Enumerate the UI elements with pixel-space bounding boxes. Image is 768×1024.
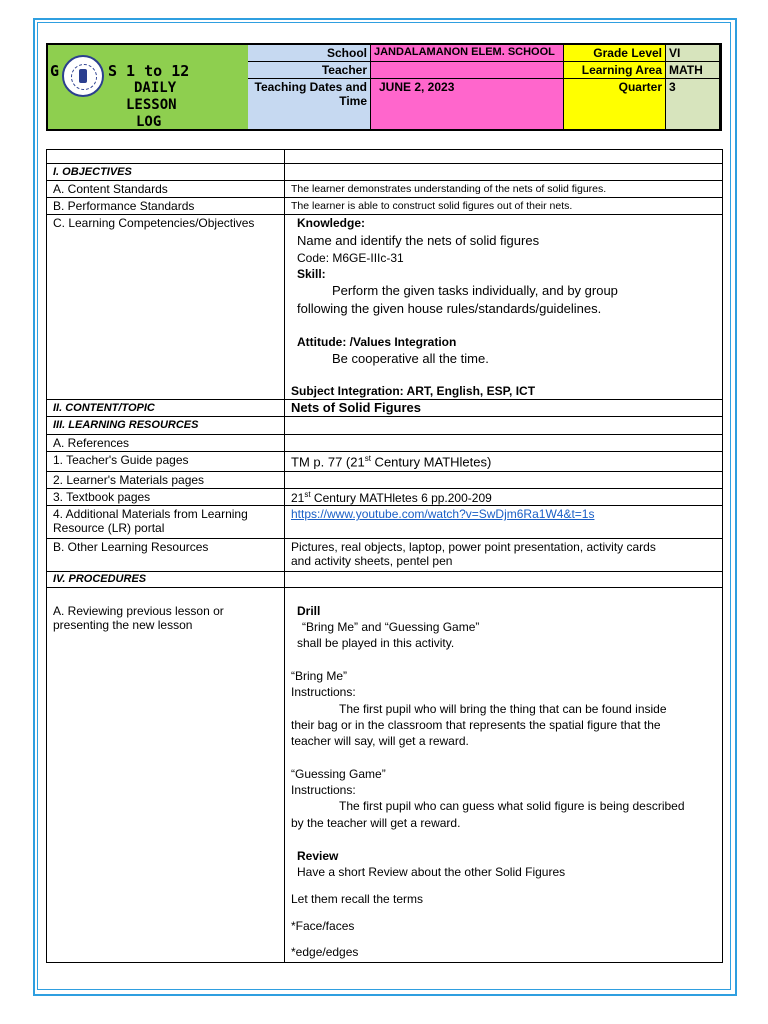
guessing-game-instructions-label: Instructions: bbox=[291, 783, 356, 797]
table-row-procedures-heading bbox=[47, 572, 722, 588]
content-topic: Nets of Solid Figures bbox=[291, 400, 422, 415]
teacher-label: Teacher bbox=[248, 62, 371, 79]
bring-me-instructions-label: Instructions: bbox=[291, 685, 356, 699]
table-row-other-resources bbox=[47, 539, 722, 572]
references-label: A. References bbox=[47, 435, 285, 451]
guessing-game-line2: by the teacher will get a reward. bbox=[291, 816, 461, 830]
guessing-game-title: “Guessing Game” bbox=[291, 767, 386, 781]
teacher-value bbox=[371, 62, 564, 79]
grade-level-value: VI bbox=[666, 45, 720, 62]
table-row-competencies bbox=[47, 215, 722, 400]
content-heading: II. CONTENT/TOPIC bbox=[47, 400, 285, 416]
term-edge: *edge/edges bbox=[291, 945, 359, 959]
review-label: Review bbox=[297, 849, 339, 863]
header-table bbox=[46, 43, 722, 131]
logo-cell: G S 1 to 12 DAILY LESSON LOG bbox=[48, 45, 249, 129]
term-face: *Face/faces bbox=[291, 919, 355, 933]
table-row-content-standards bbox=[47, 181, 722, 198]
lesson-log-table bbox=[46, 149, 723, 963]
review-lesson-label: A. Reviewing previous lesson or presenting the new lesson bbox=[47, 588, 285, 962]
textbook-label: 3. Textbook pages bbox=[47, 489, 285, 505]
knowledge-label: Knowledge: bbox=[297, 216, 365, 230]
table-row-performance-standards bbox=[47, 198, 722, 215]
logo-title-line2: DAILY bbox=[134, 80, 177, 96]
objective-code: Code: M6GE-IIIc-31 bbox=[297, 251, 404, 265]
textbook-value: 21st Century MATHletes 6 pp.200-209 bbox=[291, 490, 492, 505]
procedures-heading: IV. PROCEDURES bbox=[47, 572, 285, 587]
table-row-textbook bbox=[47, 489, 722, 506]
deped-seal-icon bbox=[62, 55, 104, 97]
drill-line1: “Bring Me” and “Guessing Game” bbox=[302, 620, 480, 634]
attitude-text: Be cooperative all the time. bbox=[332, 351, 489, 366]
teachers-guide-value: TM p. 77 (21st Century MATHletes) bbox=[291, 454, 492, 470]
teachers-guide-label: 1. Teacher's Guide pages bbox=[47, 452, 285, 471]
knowledge-text: Name and identify the nets of solid figures bbox=[297, 233, 540, 248]
performance-standards-value: The learner is able to construct solid figures out of their nets. bbox=[291, 200, 573, 212]
content-standards-value: The learner demonstrates understanding of the nets of solid figures. bbox=[291, 183, 607, 195]
logo-title-line3: LESSON bbox=[126, 97, 177, 113]
lr-portal-label: 4. Additional Materials from Learning Resource (LR) portal bbox=[47, 506, 285, 538]
competencies-label: C. Learning Competencies/Objectives bbox=[47, 215, 285, 399]
table-row-objectives-heading bbox=[47, 164, 722, 181]
skill-label: Skill: bbox=[297, 267, 326, 281]
table-row-learners-materials bbox=[47, 472, 722, 489]
table-row-references bbox=[47, 435, 722, 452]
table-row-lr-portal bbox=[47, 506, 722, 539]
review-text: Have a short Review about the other Solid Figures bbox=[297, 865, 566, 879]
learning-area-value: MATH bbox=[666, 62, 720, 79]
bring-me-line2: their bag or in the classroom that represents the spatial figure that the bbox=[291, 718, 661, 732]
teaching-dates-value: JUNE 2, 2023 bbox=[371, 79, 564, 129]
school-value: JANDALAMANON ELEM. SCHOOL bbox=[371, 45, 564, 62]
objectives-heading: I. OBJECTIVES bbox=[47, 164, 285, 180]
recall-text: Let them recall the terms bbox=[291, 892, 424, 906]
bring-me-title: “Bring Me” bbox=[291, 669, 348, 683]
grade-level-label: Grade Level bbox=[564, 45, 666, 62]
resources-heading: III. LEARNING RESOURCES bbox=[47, 417, 285, 434]
table-row-content-topic bbox=[47, 400, 722, 417]
school-label: School bbox=[248, 45, 371, 62]
competencies-value bbox=[285, 215, 722, 399]
other-resources-label: B. Other Learning Resources bbox=[47, 539, 285, 571]
table-row-resources-heading bbox=[47, 417, 722, 435]
table-row-teachers-guide bbox=[47, 452, 722, 472]
guessing-game-line1: The first pupil who can guess what solid figure is being described bbox=[339, 799, 685, 813]
attitude-label: Attitude: /Values Integration bbox=[297, 335, 457, 349]
review-lesson-value bbox=[285, 588, 722, 962]
bring-me-line1: The first pupil who will bring the thing that can be found inside bbox=[339, 702, 667, 716]
other-resources-value: Pictures, real objects, laptop, power point presentation, activity cards and activity sheets, pentel pen bbox=[291, 540, 656, 568]
logo-title-line4: LOG bbox=[136, 114, 162, 130]
drill-label: Drill bbox=[297, 604, 321, 618]
learners-materials-label: 2. Learner's Materials pages bbox=[47, 472, 285, 488]
skill-text-line2: following the given house rules/standards/guidelines. bbox=[297, 301, 602, 316]
quarter-value: 3 bbox=[666, 79, 720, 129]
subject-integration: Subject Integration: ART, English, ESP, ICT bbox=[291, 384, 536, 398]
performance-standards-label: B. Performance Standards bbox=[47, 198, 285, 214]
table-row-review-lesson bbox=[47, 588, 722, 962]
quarter-label: Quarter bbox=[564, 79, 666, 129]
table-row-blank bbox=[47, 150, 722, 164]
teaching-dates-label: Teaching Dates and Time bbox=[248, 79, 371, 129]
drill-line2: shall be played in this activity. bbox=[297, 636, 455, 650]
learning-area-label: Learning Area bbox=[564, 62, 666, 79]
youtube-link[interactable]: https://www.youtube.com/watch?v=SwDjm6Ra1W4&t=1s bbox=[291, 507, 595, 521]
bring-me-line3: teacher will say, will get a reward. bbox=[291, 734, 469, 748]
skill-text-line1: Perform the given tasks individually, and by group bbox=[332, 283, 618, 298]
content-standards-label: A. Content Standards bbox=[47, 181, 285, 197]
